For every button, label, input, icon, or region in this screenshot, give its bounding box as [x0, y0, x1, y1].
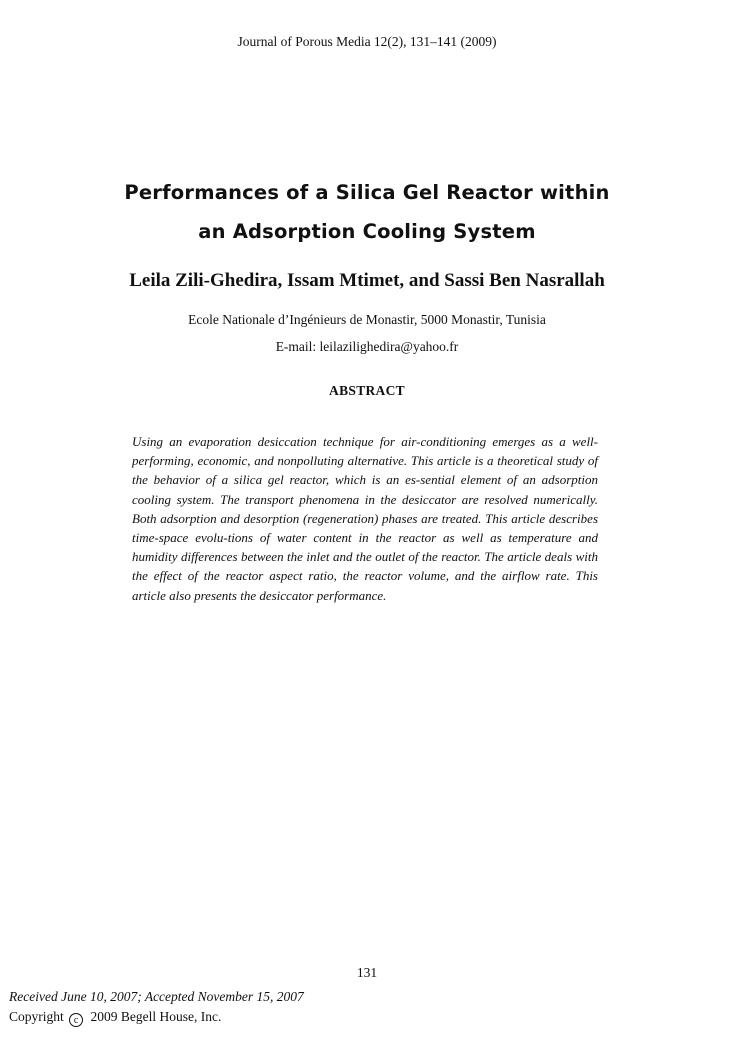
- page-number: 131: [356, 965, 378, 980]
- copyright-holder: 2009 Begell House, Inc.: [90, 1009, 222, 1024]
- abstract-text: Using an evaporation desiccation technique for air-conditioning emerges as a well-performing, economic, and nonpolluting alternative. This article is a theoretical study of the behavior of a silica gel reactor, which is an es-sential element of an adsorption cooling system. The transport phenomena in the desiccator are resolved numerically. Both adsorption and desorption (regeneration) phases are treated. This article describes time-space evolu-tions of water content in the reactor as well as temperature and humidity differences between the inlet and the outlet of the reactor. The article deals with the effect of the reactor aspect ratio, the reactor volume, and the airflow rate. This article also presents the desiccator performance.: [132, 434, 598, 603]
- author-list: Leila Zili-Ghedira, Issam Mtimet, and Sassi Ben Nasrallah: [129, 270, 605, 291]
- copyright-icon: c: [69, 1013, 83, 1027]
- copyright-label: Copyright: [9, 1009, 64, 1024]
- author-affiliation: Ecole Nationale d’Ingénieurs de Monastir, 5000 Monastir, Tunisia: [188, 312, 546, 327]
- abstract-heading: ABSTRACT: [329, 383, 405, 398]
- paper-title-line-1: Performances of a Silica Gel Reactor within: [124, 181, 610, 204]
- paper-title-line-2: an Adsorption Cooling System: [198, 220, 536, 243]
- received-dates: Received June 10, 2007; Accepted November 15, 2007: [9, 989, 304, 1004]
- copyright-notice: [9, 1009, 221, 1027]
- journal-header: Journal of Porous Media 12(2), 131–141 (2009): [237, 34, 497, 49]
- author-email: E-mail: leilazilighedira@yahoo.fr: [275, 339, 459, 354]
